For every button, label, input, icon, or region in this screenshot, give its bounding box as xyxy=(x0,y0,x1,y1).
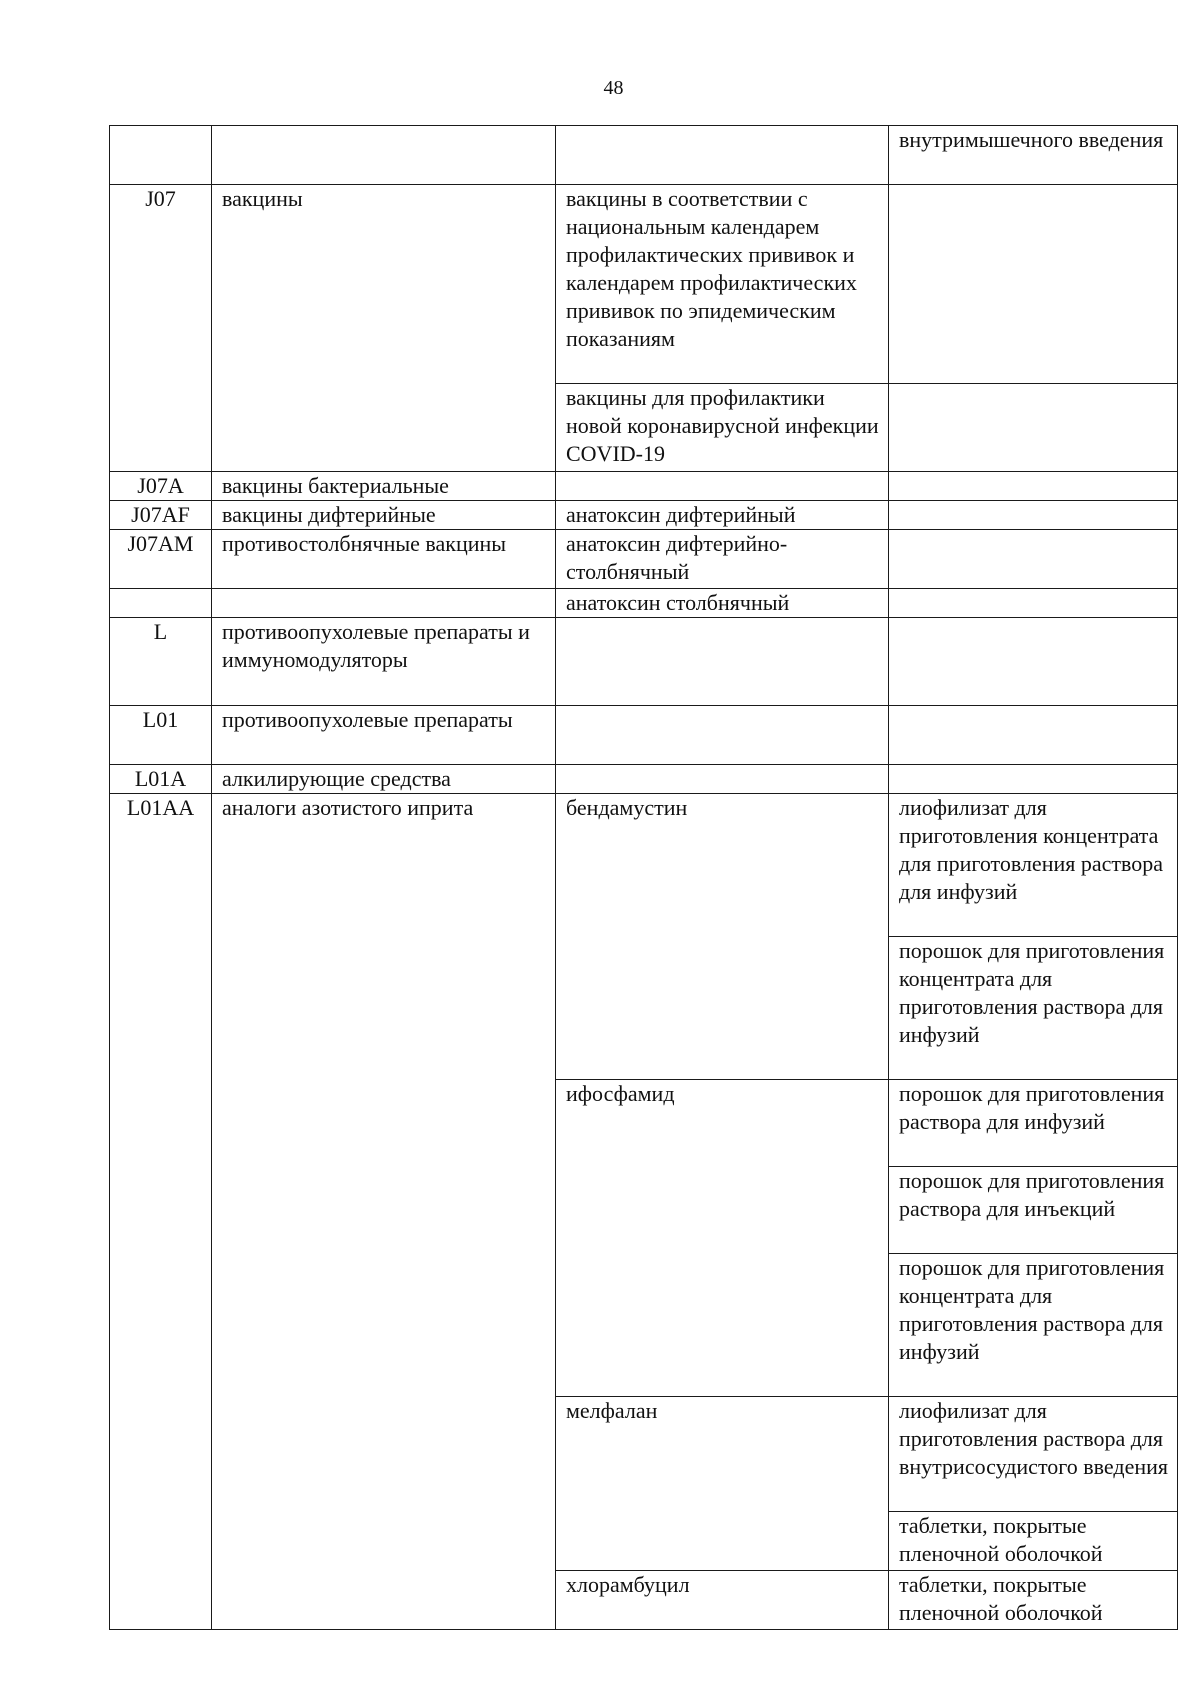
table-row xyxy=(110,589,1178,618)
drug-cell: анатоксин дифтерийный xyxy=(556,501,889,530)
table-row xyxy=(110,126,1178,185)
code-cell: J07 xyxy=(110,185,212,472)
code-cell xyxy=(110,589,212,618)
group-cell xyxy=(212,589,556,618)
table-row xyxy=(110,706,1178,765)
table-row xyxy=(110,530,1178,589)
code-cell: L01A xyxy=(110,765,212,794)
code-cell: J07AM xyxy=(110,530,212,589)
form-cell: внутримышечного введения xyxy=(889,126,1178,185)
form-cell: порошок для приготовления раствора для инфузий xyxy=(889,1080,1178,1167)
form-cell xyxy=(889,501,1178,530)
drug-cell: ифосфамид xyxy=(556,1080,889,1397)
code-cell: J07A xyxy=(110,472,212,501)
table-row xyxy=(110,794,1178,937)
form-cell: порошок для приготовления раствора для инъекций xyxy=(889,1167,1178,1254)
table-row xyxy=(110,501,1178,530)
form-cell: таблетки, покрытые пленочной оболочкой xyxy=(889,1512,1178,1571)
form-cell: лиофилизат для приготовления раствора для внутрисосудистого введения xyxy=(889,1397,1178,1512)
drug-cell xyxy=(556,472,889,501)
drug-cell xyxy=(556,126,889,185)
drug-cell xyxy=(556,765,889,794)
drug-cell: мелфалан xyxy=(556,1397,889,1571)
code-cell: L01 xyxy=(110,706,212,765)
form-cell xyxy=(889,384,1178,472)
medication-table xyxy=(109,125,1178,1630)
form-cell: лиофилизат для приготовления концентрата для приготовления раствора для инфузий xyxy=(889,794,1178,937)
form-cell xyxy=(889,185,1178,384)
form-cell: порошок для приготовления концентрата для приготовления раствора для инфузий xyxy=(889,937,1178,1080)
form-cell xyxy=(889,618,1178,706)
drug-cell: анатоксин дифтерийно-столбнячный xyxy=(556,530,889,589)
drug-cell: вакцины в соответствии с национальным календарем профилактических прививок и календарем профилактических прививок по эпидемическим показаниям xyxy=(556,185,889,384)
drug-cell xyxy=(556,706,889,765)
form-cell xyxy=(889,530,1178,589)
form-cell: таблетки, покрытые пленочной оболочкой xyxy=(889,1571,1178,1630)
group-cell: алкилирующие средства xyxy=(212,765,556,794)
code-cell: J07AF xyxy=(110,501,212,530)
group-cell xyxy=(212,126,556,185)
group-cell: аналоги азотистого иприта xyxy=(212,794,556,1630)
table-row xyxy=(110,765,1178,794)
group-cell: вакцины бактериальные xyxy=(212,472,556,501)
drug-cell: вакцины для профилактики новой коронавирусной инфекции COVID-19 xyxy=(556,384,889,472)
drug-cell: хлорамбуцил xyxy=(556,1571,889,1630)
group-cell: вакцины дифтерийные xyxy=(212,501,556,530)
code-cell xyxy=(110,126,212,185)
group-cell: противоопухолевые препараты xyxy=(212,706,556,765)
code-cell: L01AA xyxy=(110,794,212,1630)
table-row xyxy=(110,472,1178,501)
group-cell: вакцины xyxy=(212,185,556,472)
form-cell: порошок для приготовления концентрата для приготовления раствора для инфузий xyxy=(889,1254,1178,1397)
drug-cell: бендамустин xyxy=(556,794,889,1080)
form-cell xyxy=(889,589,1178,618)
form-cell xyxy=(889,765,1178,794)
group-cell: противоопухолевые препараты и иммуномодуляторы xyxy=(212,618,556,706)
form-cell xyxy=(889,706,1178,765)
page-number: 48 xyxy=(603,77,624,99)
form-cell xyxy=(889,472,1178,501)
group-cell: противостолбнячные вакцины xyxy=(212,530,556,589)
code-cell: L xyxy=(110,618,212,706)
drug-cell: анатоксин столбнячный xyxy=(556,589,889,618)
table-row xyxy=(110,185,1178,384)
table-row xyxy=(110,618,1178,706)
drug-cell xyxy=(556,618,889,706)
